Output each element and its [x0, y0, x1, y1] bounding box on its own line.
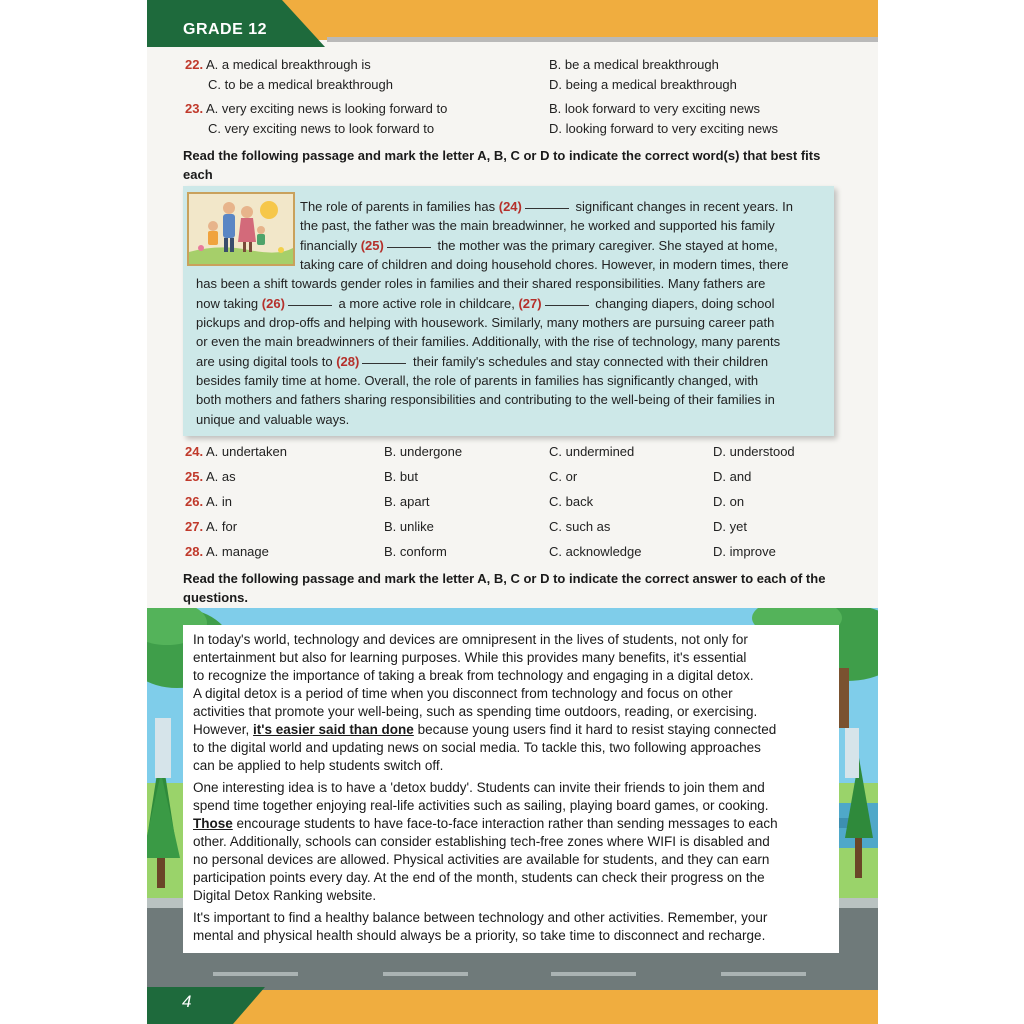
answer-option-b: B. but	[384, 469, 418, 484]
answer-option-b: B. undergone	[384, 444, 463, 459]
instruction-cloze: Read the following passage and mark the letter A, B, C or D to indicate the correct word(s) that best fits each	[183, 148, 821, 182]
passage-line: now taking (26) a more active role in childcare, (27) changing diapers, doing school	[196, 296, 775, 311]
passage-line: besides family time at home. Overall, the role of parents in families has significantly changed, with	[196, 373, 759, 388]
answer-option-a: 27. A. for	[185, 519, 238, 534]
answer-option-b: B. conform	[384, 544, 447, 559]
passage-line: both mothers and fathers sharing responsibilities and contributing to the well-being of their families in	[196, 392, 775, 407]
road-dash	[383, 972, 468, 976]
blank-line	[525, 207, 569, 209]
blank-25-number: (25)	[360, 238, 384, 253]
header-stripe	[327, 37, 878, 42]
blank-24-number: (24)	[498, 199, 522, 214]
answer-option-c: C. acknowledge	[549, 544, 642, 559]
underlined-phrase: it's easier said than done	[253, 722, 414, 737]
passage-line: mental and physical health should always be a priority, so take time to disconnect and recharge.	[193, 928, 766, 943]
passage-line: other. Additionally, schools can consider establishing tech-free zones where WIFI is disabled and	[193, 834, 770, 849]
road-dash	[721, 972, 806, 976]
answer-option-c: C. undermined	[549, 444, 635, 459]
question-number: 28.	[185, 544, 204, 559]
blank-line	[362, 362, 406, 364]
passage-line: A digital detox is a period of time when you disconnect from technology and focus on other	[193, 686, 733, 701]
blank-27-number: (27)	[518, 296, 542, 311]
passage-line: It's important to find a healthy balance between technology and other activities. Remember, your	[193, 910, 768, 925]
answer-option-a: 25. A. as	[185, 469, 236, 484]
question-22-option-c: C. to be a medical breakthrough	[208, 77, 393, 92]
passage-line: Digital Detox Ranking website.	[193, 888, 377, 903]
reading-passage-card	[183, 625, 839, 953]
passage-line: taking care of children and doing household chores. However, in modern times, there	[300, 257, 789, 272]
passage-line: are using digital tools to (28) their family's schedules and stay connected with their children	[196, 354, 769, 369]
question-number: 23.	[185, 101, 204, 116]
park-road-scene	[147, 608, 878, 1024]
blank-26-number: (26)	[261, 296, 285, 311]
answer-option-d: D. understood	[713, 444, 795, 459]
blank-line	[288, 304, 332, 306]
answer-option-b: B. unlike	[384, 519, 434, 534]
passage-line: In today's world, technology and devices are omnipresent in the lives of students, not only for	[193, 632, 748, 647]
instruction-reading: Read the following passage and mark the letter A, B, C or D to indicate the correct answer to each of the questions.	[183, 571, 826, 605]
passage-line: has been a shift towards gender roles in families and their shared responsibilities. Many fathers are	[196, 276, 766, 291]
passage-line: pickups and drop-offs and helping with housework. Similarly, many mothers are pursuing career path	[196, 315, 775, 330]
passage-line: activities that promote your well-being, such as spending time outdoors, reading, or exercising.	[193, 704, 758, 719]
question-number: 24.	[185, 444, 204, 459]
passage-line: to recognize the importance of taking a break from technology and engaging in a digital detox.	[193, 668, 754, 683]
passage-line: entertainment but also for learning purposes. While this provides many benefits, it's essential	[193, 650, 747, 665]
question-number: 27.	[185, 519, 204, 534]
answer-option-a: 26. A. in	[185, 494, 232, 509]
question-number: 25.	[185, 469, 204, 484]
passage-line: participation points every day. At the end of the month, students can check their progress on the	[193, 870, 765, 885]
cloze-passage-box	[183, 186, 834, 436]
passage-line: the past, the father was the main breadwinner, he worked and supported his family	[300, 218, 775, 233]
workbook-page	[147, 0, 878, 1024]
answer-option-c: C. such as	[549, 519, 611, 534]
blank-28-number: (28)	[336, 354, 360, 369]
blank-line	[545, 304, 589, 306]
passage-line: no personal devices are allowed. Physical activities are available for students, and they can earn	[193, 852, 770, 867]
underlined-word: Those	[193, 816, 233, 831]
question-23-option-a: 23. A. very exciting news is looking forward to	[185, 101, 448, 116]
answer-option-c: C. back	[549, 494, 594, 509]
question-23-option-d: D. looking forward to very exciting news	[549, 121, 779, 136]
passage-line: financially (25) the mother was the primary caregiver. She stayed at home,	[300, 238, 778, 253]
family-illustration	[187, 192, 295, 266]
question-number: 22.	[185, 57, 204, 72]
answer-option-c: C. or	[549, 469, 578, 484]
question-23-option-c: C. very exciting news to look forward to	[208, 121, 435, 136]
passage-line: However, it's easier said than done because young users find it hard to resist staying connected	[193, 722, 777, 737]
answer-option-a: 28. A. manage	[185, 544, 269, 559]
answer-option-a: 24. A. undertaken	[185, 444, 287, 459]
passage-line: unique and valuable ways.	[196, 412, 350, 427]
answer-option-b: B. apart	[384, 494, 430, 509]
road-dash	[213, 972, 298, 976]
passage-line: can be applied to help students switch off.	[193, 758, 444, 773]
question-number: 26.	[185, 494, 204, 509]
passage-line: One interesting idea is to have a 'detox buddy'. Students can invite their friends to join them and	[193, 780, 765, 795]
question-22-option-b: B. be a medical breakthrough	[549, 57, 719, 72]
answer-option-d: D. on	[713, 494, 745, 509]
question-23-option-b: B. look forward to very exciting news	[549, 101, 760, 116]
answer-option-d: D. yet	[713, 519, 747, 534]
page-number: 4	[182, 992, 192, 1011]
answer-option-d: D. and	[713, 469, 752, 484]
grade-label: GRADE 12	[183, 21, 268, 38]
passage-line: The role of parents in families has (24) significant changes in recent years. In	[300, 199, 793, 214]
question-22-option-a: 22. A. a medical breakthrough is	[185, 57, 371, 72]
passage-line: to the digital world and updating news on social media. To tackle this, two following approaches	[193, 740, 761, 755]
road-dash	[551, 972, 636, 976]
passage-line: Those encourage students to have face-to-face interaction rather than sending messages to each	[193, 816, 778, 831]
answer-option-d: D. improve	[713, 544, 776, 559]
passage-line: or even the main breadwinners of their families. Additionally, with the rise of technology, many parents	[196, 334, 781, 349]
passage-line: spend time together enjoying real-life activities such as sailing, playing board games, or cooking.	[193, 798, 769, 813]
question-22-option-d: D. being a medical breakthrough	[549, 77, 737, 92]
blank-line	[387, 246, 431, 248]
